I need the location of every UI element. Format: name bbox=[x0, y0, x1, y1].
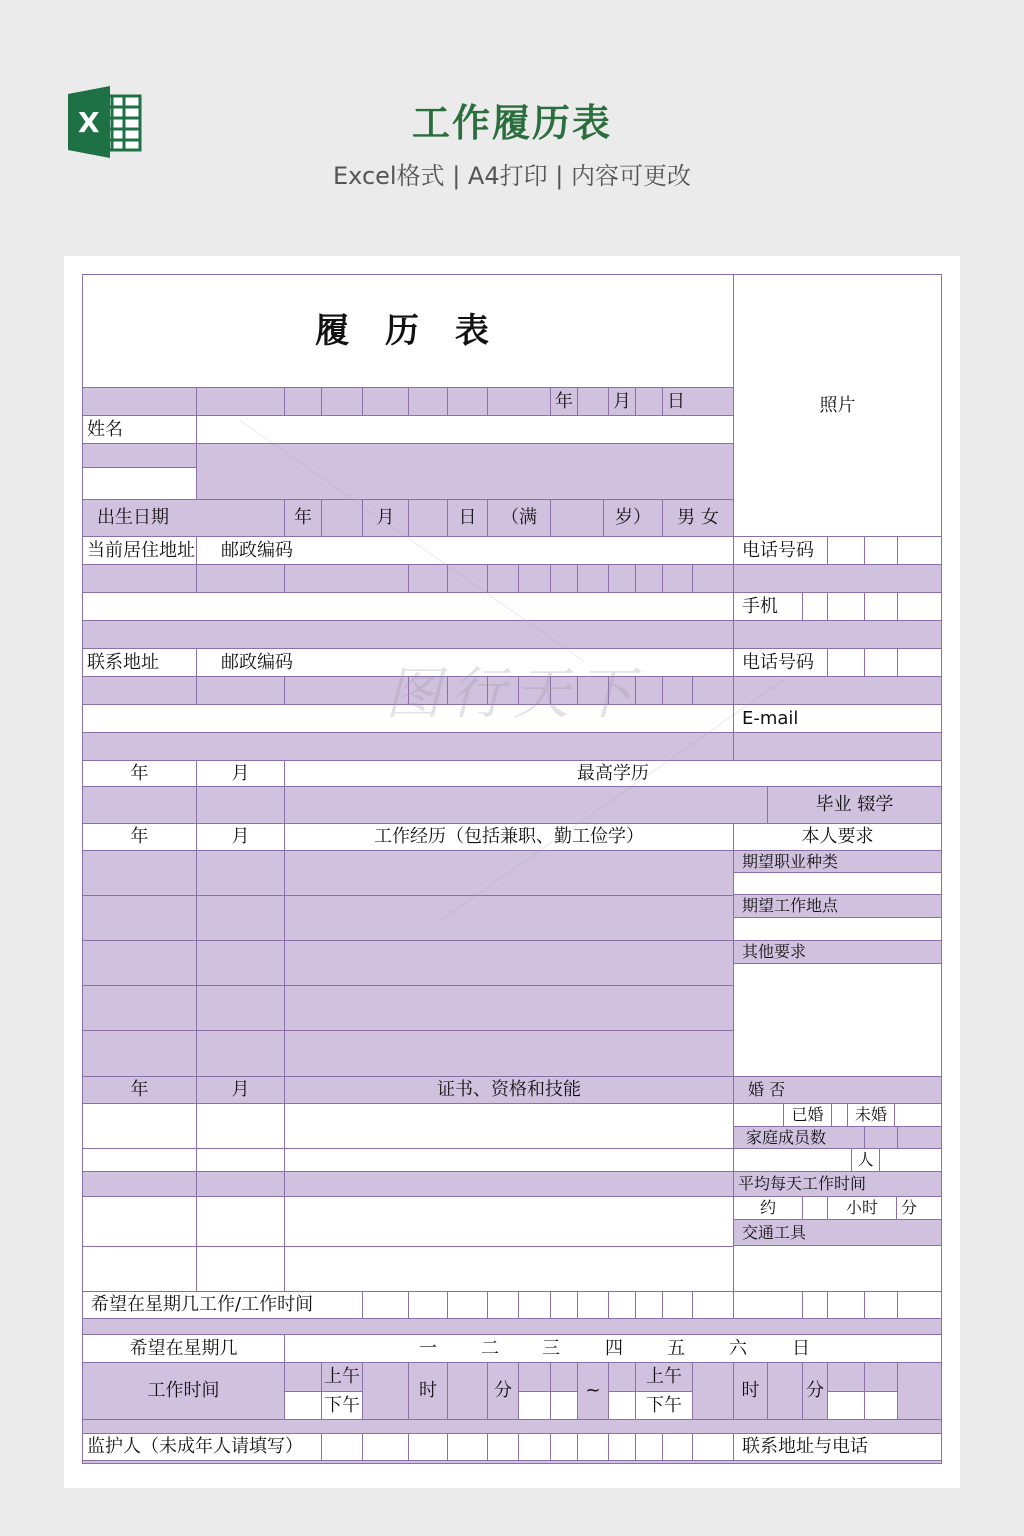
cell[interactable] bbox=[82, 620, 734, 649]
weekday-thu[interactable]: 四 bbox=[605, 1337, 623, 1359]
cell[interactable] bbox=[82, 985, 197, 1031]
cell[interactable] bbox=[897, 1126, 942, 1149]
cell[interactable] bbox=[827, 1362, 865, 1392]
cell[interactable] bbox=[662, 564, 693, 593]
birth-day-label: 日 bbox=[447, 499, 488, 537]
cell[interactable] bbox=[635, 564, 663, 593]
svg-text:X: X bbox=[78, 106, 100, 139]
cell[interactable] bbox=[284, 895, 734, 941]
cell[interactable] bbox=[733, 676, 942, 705]
cell[interactable] bbox=[447, 1433, 488, 1461]
cell[interactable] bbox=[196, 985, 285, 1031]
family-count-field[interactable] bbox=[733, 1148, 852, 1172]
cell[interactable] bbox=[897, 1291, 942, 1319]
cell[interactable] bbox=[82, 940, 197, 986]
cell[interactable] bbox=[827, 592, 865, 621]
cell[interactable] bbox=[577, 1433, 609, 1461]
cell[interactable] bbox=[284, 985, 734, 1031]
cell[interactable] bbox=[82, 387, 197, 416]
cell[interactable] bbox=[864, 592, 898, 621]
cert-year-label: 年 bbox=[82, 1076, 197, 1104]
cell[interactable] bbox=[447, 1291, 488, 1319]
cell[interactable] bbox=[196, 895, 285, 941]
cell[interactable] bbox=[321, 1433, 363, 1461]
cell[interactable] bbox=[487, 387, 551, 416]
cell[interactable] bbox=[82, 1103, 197, 1149]
cell[interactable] bbox=[518, 1362, 551, 1392]
min-label-2: 分 bbox=[802, 1362, 828, 1420]
requirements-label: 本人要求 bbox=[733, 823, 942, 851]
cell[interactable] bbox=[550, 1391, 578, 1420]
cell[interactable] bbox=[284, 1171, 734, 1197]
cell[interactable] bbox=[802, 1196, 828, 1220]
cell[interactable] bbox=[82, 676, 197, 705]
avg-hours-label: 平均每天工作时间 bbox=[733, 1171, 942, 1197]
cell[interactable] bbox=[196, 443, 734, 500]
cell[interactable] bbox=[767, 1362, 803, 1420]
education-label: 最高学历 bbox=[284, 760, 942, 787]
cell[interactable] bbox=[284, 1030, 734, 1077]
cell[interactable] bbox=[692, 1433, 734, 1461]
photo-box[interactable]: 照片 bbox=[733, 274, 942, 537]
weekday-wed[interactable]: 三 bbox=[542, 1337, 560, 1359]
cell[interactable] bbox=[608, 564, 636, 593]
birth-year-label: 年 bbox=[284, 499, 322, 537]
cell[interactable] bbox=[196, 1246, 285, 1292]
cell[interactable] bbox=[82, 1148, 197, 1172]
cell[interactable] bbox=[196, 1148, 285, 1172]
cell[interactable] bbox=[864, 1391, 898, 1420]
cell[interactable] bbox=[82, 1196, 197, 1247]
cell[interactable] bbox=[662, 676, 693, 705]
cell[interactable] bbox=[82, 1171, 197, 1197]
family-count-label: 家庭成员数 bbox=[733, 1126, 865, 1149]
date-day-label: 日 bbox=[662, 387, 734, 416]
cell[interactable] bbox=[733, 732, 942, 761]
cell[interactable] bbox=[831, 1103, 848, 1127]
cell[interactable] bbox=[284, 850, 734, 896]
cell[interactable] bbox=[802, 1291, 828, 1319]
other-requirements-field[interactable] bbox=[733, 963, 942, 1077]
mobile-label: 手机 bbox=[733, 592, 803, 621]
cell[interactable] bbox=[196, 940, 285, 986]
cell[interactable] bbox=[284, 940, 734, 986]
edu-month-label: 月 bbox=[196, 760, 285, 787]
cell[interactable] bbox=[733, 1103, 784, 1127]
tilde-label: ~ bbox=[577, 1362, 609, 1420]
cell[interactable] bbox=[879, 1148, 942, 1172]
postal-code-label-2: 邮政编码 bbox=[196, 648, 734, 677]
current-address-label: 当前居住地址 bbox=[82, 536, 197, 565]
cell[interactable] bbox=[827, 1291, 865, 1319]
hour-label-1: 时 bbox=[408, 1362, 448, 1420]
cell[interactable] bbox=[518, 1433, 551, 1461]
transport-label: 交通工具 bbox=[733, 1219, 942, 1246]
cell[interactable] bbox=[362, 1291, 409, 1319]
cell[interactable] bbox=[692, 1362, 734, 1420]
cell[interactable] bbox=[321, 387, 363, 416]
page-title: 工作履历表 bbox=[411, 101, 612, 145]
cell[interactable] bbox=[447, 1362, 488, 1420]
cell[interactable] bbox=[827, 536, 865, 565]
cell[interactable] bbox=[827, 648, 865, 677]
marriage-label: 婚 否 bbox=[733, 1076, 942, 1104]
cell[interactable] bbox=[635, 387, 663, 416]
hour-label-2: 时 bbox=[733, 1362, 768, 1420]
cell bbox=[82, 1460, 942, 1464]
cell[interactable] bbox=[733, 1291, 803, 1319]
cell[interactable] bbox=[196, 1030, 285, 1077]
other-requirements-label: 其他要求 bbox=[733, 940, 942, 964]
cell[interactable] bbox=[897, 648, 942, 677]
married-option[interactable]: 已婚 bbox=[783, 1103, 832, 1127]
work-time-label: 工作时间 bbox=[82, 1362, 285, 1420]
cell[interactable] bbox=[196, 1171, 285, 1197]
cell[interactable] bbox=[608, 1391, 636, 1420]
gender-label[interactable]: 男 女 bbox=[662, 499, 734, 537]
cell[interactable] bbox=[577, 1291, 609, 1319]
cell[interactable] bbox=[635, 1433, 663, 1461]
cell[interactable] bbox=[608, 1291, 636, 1319]
cell[interactable] bbox=[692, 676, 734, 705]
cert-month-label: 月 bbox=[196, 1076, 285, 1104]
unmarried-option[interactable]: 未婚 bbox=[847, 1103, 895, 1127]
transport-field[interactable] bbox=[733, 1245, 942, 1292]
cell[interactable] bbox=[362, 1433, 409, 1461]
weekday-fri[interactable]: 五 bbox=[667, 1337, 685, 1359]
hours-unit: 小时 bbox=[827, 1196, 897, 1220]
form-title: 履 历 表 bbox=[82, 274, 734, 388]
cell[interactable] bbox=[802, 592, 828, 621]
cell[interactable] bbox=[897, 1362, 942, 1420]
guardian-label: 监护人（未成年人请填写） bbox=[82, 1433, 322, 1461]
cell[interactable] bbox=[487, 564, 519, 593]
cell[interactable] bbox=[196, 676, 285, 705]
cell[interactable] bbox=[408, 1433, 448, 1461]
pm-label-2[interactable]: 下午 bbox=[635, 1391, 693, 1420]
cell[interactable] bbox=[82, 1030, 197, 1077]
certificates-label: 证书、资格和技能 bbox=[284, 1076, 734, 1104]
cell[interactable] bbox=[550, 499, 604, 537]
cell[interactable] bbox=[284, 1196, 734, 1247]
cell[interactable] bbox=[608, 1433, 636, 1461]
desired-job-field[interactable] bbox=[733, 872, 942, 895]
desired-location-field[interactable] bbox=[733, 917, 942, 941]
postal-code-label-1: 邮政编码 bbox=[196, 536, 734, 565]
cell[interactable] bbox=[284, 1391, 322, 1420]
cell[interactable] bbox=[284, 786, 768, 824]
cell[interactable] bbox=[864, 1362, 898, 1392]
work-history-label: 工作经历（包括兼职、勤工俭学） bbox=[284, 823, 734, 851]
age-open-label: （满 bbox=[487, 499, 551, 537]
date-month-label: 月 bbox=[608, 387, 636, 416]
person-unit: 人 bbox=[851, 1148, 880, 1172]
name-field[interactable] bbox=[196, 415, 734, 444]
cell[interactable] bbox=[362, 387, 409, 416]
cell bbox=[82, 1419, 942, 1434]
cell[interactable] bbox=[550, 1362, 578, 1392]
cell[interactable] bbox=[827, 1391, 865, 1420]
name-label: 姓名 bbox=[82, 415, 197, 444]
guardian-contact-label: 联系地址与电话 bbox=[733, 1433, 942, 1461]
email-label: E-mail bbox=[733, 704, 942, 733]
cell[interactable] bbox=[635, 1291, 663, 1319]
cell[interactable] bbox=[196, 786, 285, 824]
desired-location-label: 期望工作地点 bbox=[733, 894, 942, 918]
cell[interactable] bbox=[196, 1103, 285, 1149]
cell[interactable] bbox=[284, 564, 409, 593]
cell[interactable] bbox=[662, 1433, 693, 1461]
cell[interactable] bbox=[692, 1291, 734, 1319]
cell[interactable] bbox=[284, 1246, 734, 1292]
cell[interactable] bbox=[550, 564, 578, 593]
page-subtitle: Excel格式 | A4打印 | 内容可更改 bbox=[333, 162, 691, 190]
cell[interactable] bbox=[447, 387, 488, 416]
page-header bbox=[0, 0, 1024, 255]
cell[interactable] bbox=[82, 850, 197, 896]
weekday-sat[interactable]: 六 bbox=[729, 1337, 747, 1359]
min-label-1: 分 bbox=[487, 1362, 519, 1420]
weekday-sun[interactable]: 日 bbox=[792, 1337, 810, 1359]
cell[interactable] bbox=[897, 536, 942, 565]
work-year-label: 年 bbox=[82, 823, 197, 851]
graduation-label[interactable]: 毕业 辍学 bbox=[767, 786, 942, 824]
cell[interactable] bbox=[897, 592, 942, 621]
contact-address-label: 联系地址 bbox=[82, 648, 197, 677]
cell[interactable] bbox=[408, 1291, 448, 1319]
desired-job-label: 期望职业种类 bbox=[733, 850, 942, 873]
phone-label-1: 电话号码 bbox=[733, 536, 828, 565]
cell[interactable] bbox=[82, 786, 197, 824]
cell[interactable] bbox=[894, 1103, 942, 1127]
birth-date-label: 出生日期 bbox=[82, 499, 285, 537]
work-month-label: 月 bbox=[196, 823, 285, 851]
cell[interactable] bbox=[196, 387, 285, 416]
cell[interactable] bbox=[550, 1291, 578, 1319]
cell[interactable] bbox=[518, 1391, 551, 1420]
pm-label-1[interactable]: 下午 bbox=[321, 1391, 363, 1420]
weekday-tue[interactable]: 二 bbox=[481, 1337, 499, 1359]
cell[interactable] bbox=[196, 564, 285, 593]
cell[interactable] bbox=[733, 620, 942, 649]
date-year-label: 年 bbox=[550, 387, 578, 416]
approx-label: 约 bbox=[733, 1196, 803, 1220]
cell[interactable] bbox=[662, 1291, 693, 1319]
cell[interactable] bbox=[864, 1126, 898, 1149]
cell[interactable] bbox=[864, 536, 898, 565]
cell[interactable] bbox=[82, 467, 197, 500]
phone-label-2: 电话号码 bbox=[733, 648, 828, 677]
cell[interactable] bbox=[82, 564, 197, 593]
cell[interactable] bbox=[196, 850, 285, 896]
edu-year-label: 年 bbox=[82, 760, 197, 787]
cell[interactable] bbox=[550, 1433, 578, 1461]
cell[interactable] bbox=[408, 499, 448, 537]
birth-month-label: 月 bbox=[362, 499, 409, 537]
desired-days-label: 希望在星期几 bbox=[82, 1334, 285, 1363]
am-label-2[interactable]: 上午 bbox=[635, 1362, 693, 1392]
weekday-mon[interactable]: 一 bbox=[419, 1337, 437, 1359]
cell[interactable] bbox=[82, 895, 197, 941]
cell[interactable] bbox=[82, 1246, 197, 1292]
cell[interactable] bbox=[284, 1148, 734, 1172]
cell[interactable] bbox=[518, 1291, 551, 1319]
cell[interactable] bbox=[196, 1196, 285, 1247]
cell[interactable] bbox=[577, 387, 609, 416]
cell[interactable] bbox=[577, 564, 609, 593]
cell[interactable] bbox=[487, 1433, 519, 1461]
cell[interactable] bbox=[487, 1291, 519, 1319]
cell[interactable] bbox=[284, 387, 322, 416]
cell[interactable] bbox=[82, 732, 734, 761]
cell[interactable] bbox=[362, 1362, 409, 1420]
cell bbox=[82, 1318, 942, 1335]
cell[interactable] bbox=[284, 1362, 322, 1392]
cell[interactable] bbox=[82, 443, 197, 468]
cell[interactable] bbox=[692, 564, 734, 593]
cell[interactable] bbox=[864, 648, 898, 677]
watermark: 图行天下 bbox=[385, 662, 641, 727]
cell[interactable] bbox=[321, 499, 363, 537]
cell[interactable] bbox=[864, 1291, 898, 1319]
cell[interactable] bbox=[518, 564, 551, 593]
age-close-label: 岁） bbox=[603, 499, 663, 537]
cell[interactable] bbox=[408, 387, 448, 416]
cell[interactable] bbox=[608, 1362, 636, 1392]
cell[interactable] bbox=[408, 564, 448, 593]
desired-days-time-label: 希望在星期几工作/工作时间 bbox=[82, 1291, 363, 1319]
am-label-1[interactable]: 上午 bbox=[321, 1362, 363, 1392]
cell[interactable] bbox=[733, 564, 942, 593]
minutes-unit: 分 bbox=[896, 1196, 942, 1220]
cell[interactable] bbox=[284, 1103, 734, 1149]
cell[interactable] bbox=[82, 592, 734, 621]
